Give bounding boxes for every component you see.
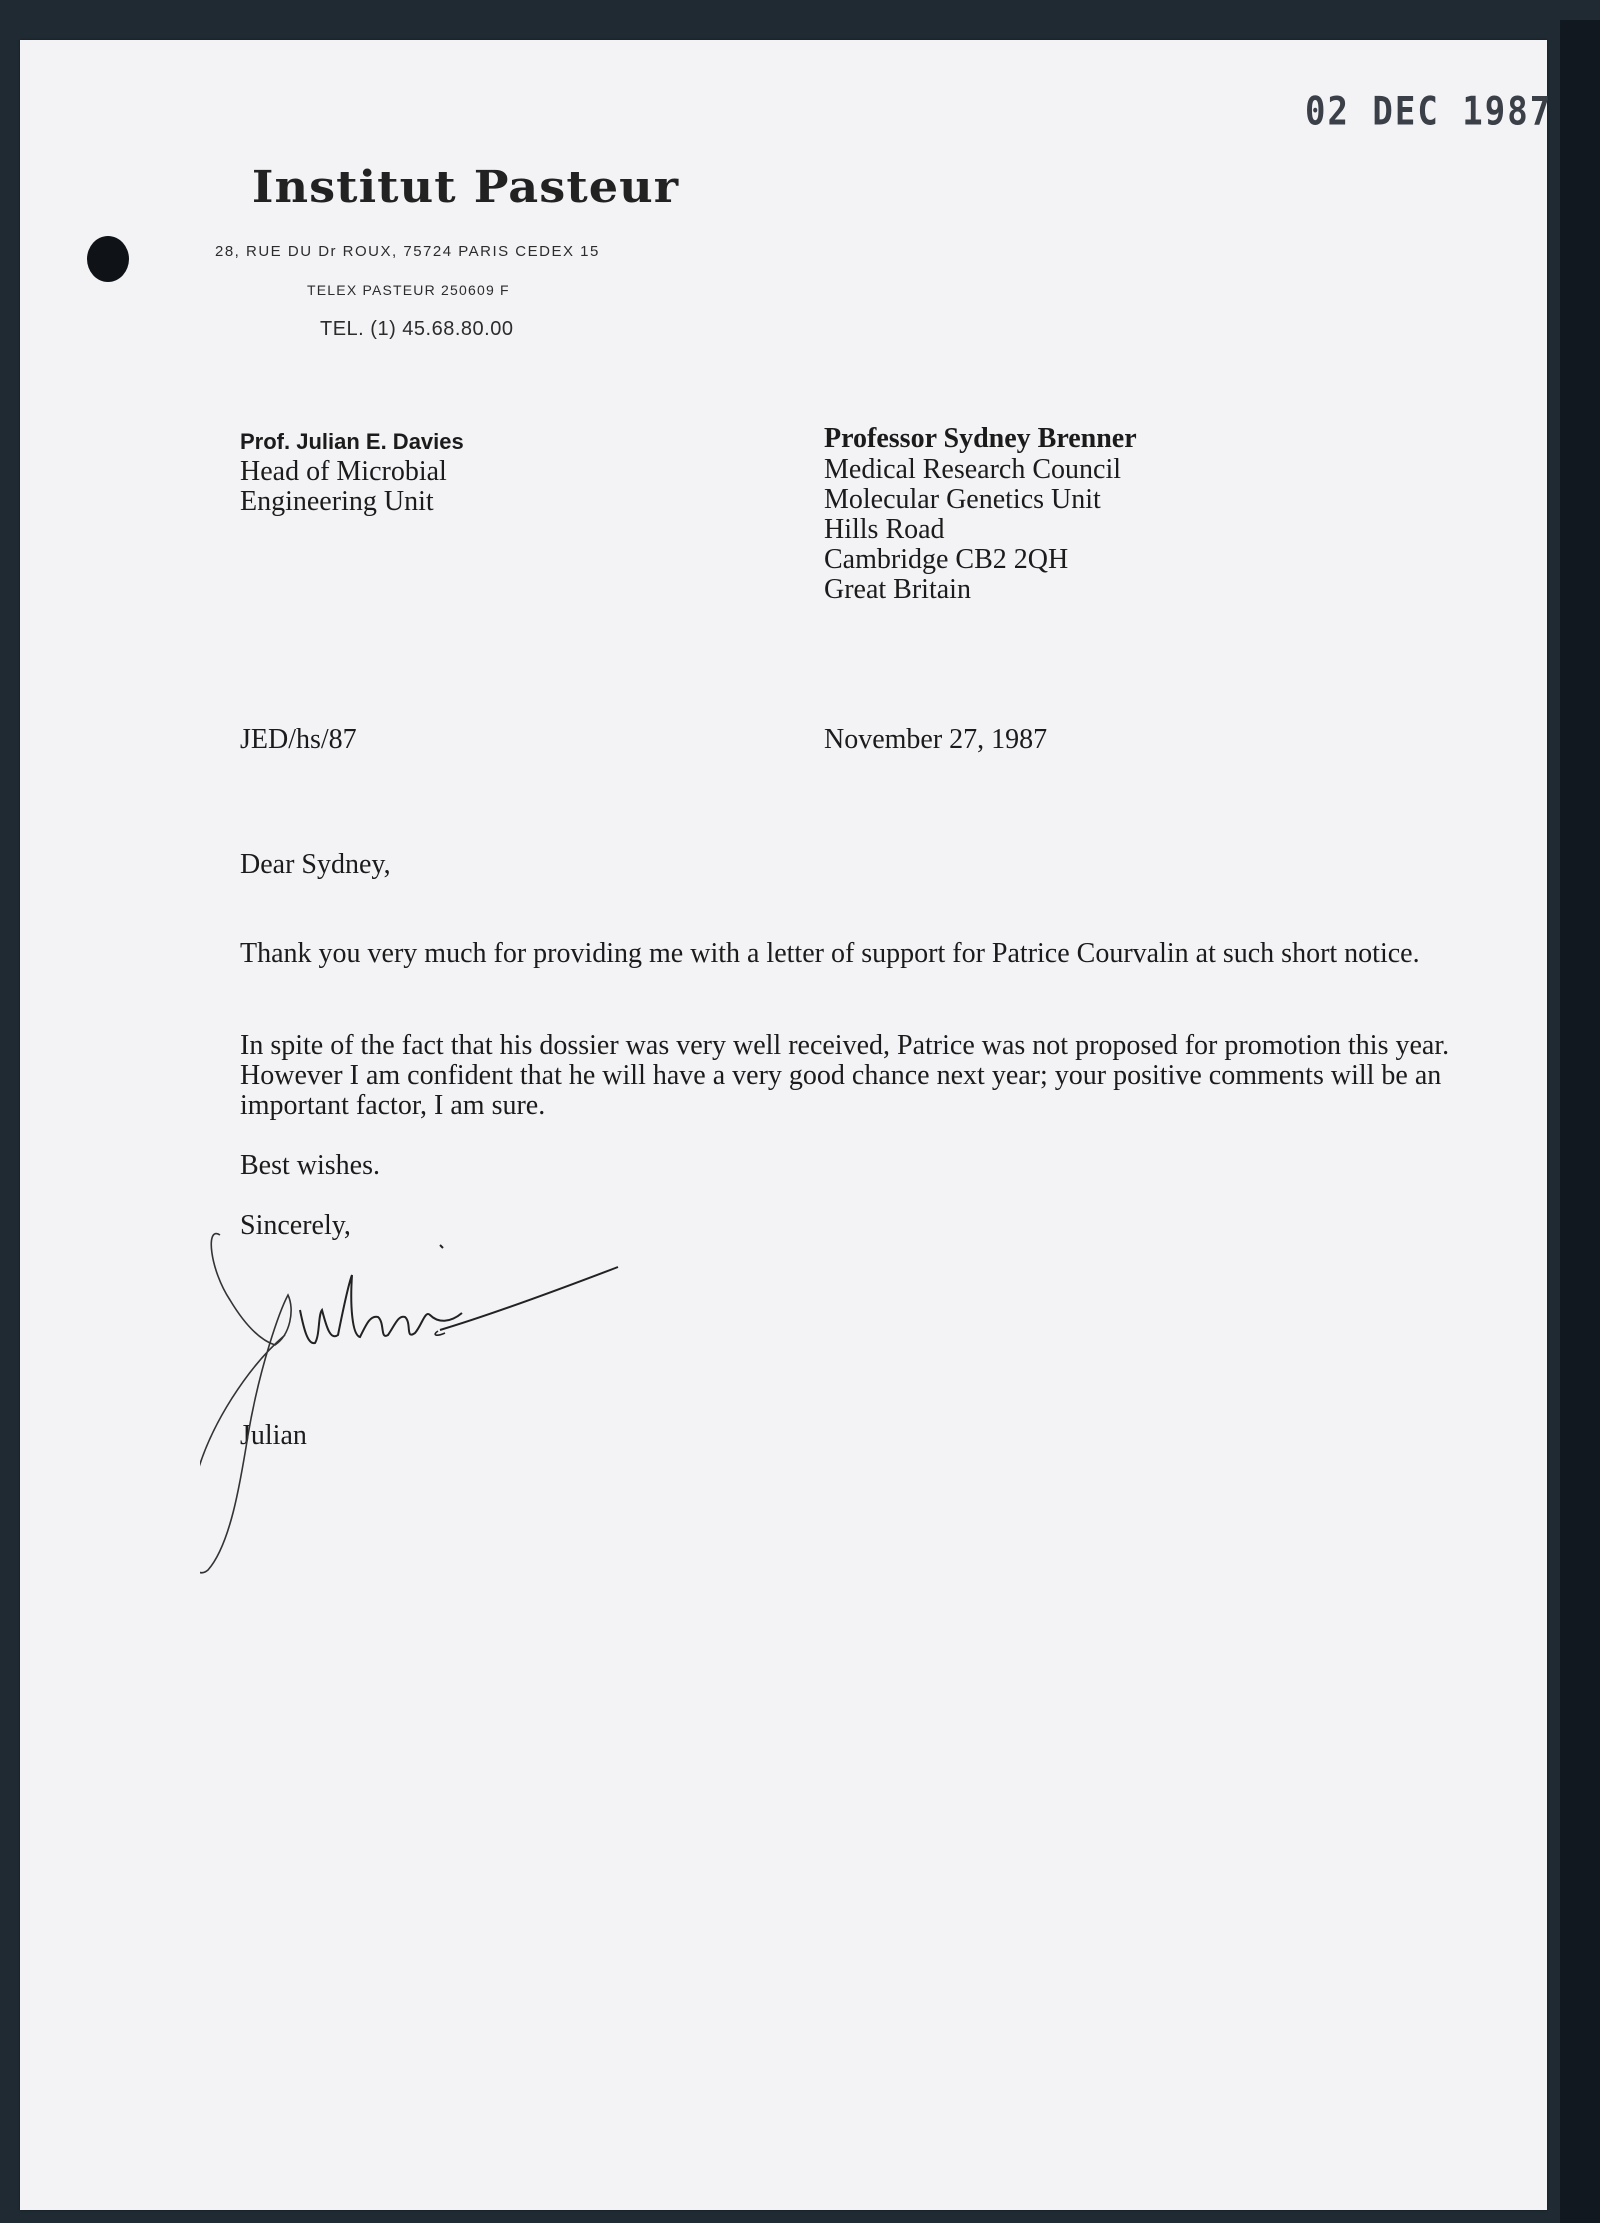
scan-background-strip <box>1560 20 1600 2223</box>
closing: Sincerely, <box>240 1210 351 1241</box>
best-wishes: Best wishes. <box>240 1150 380 1181</box>
letterhead-address: 28, RUE DU Dr ROUX, 75724 PARIS CEDEX 15 <box>215 243 600 260</box>
recipient-address-line: Molecular Genetics Unit <box>824 484 1101 515</box>
letterhead-telephone: TEL. (1) 45.68.80.00 <box>320 318 514 340</box>
institut-pasteur-logo: Institut Pasteur <box>251 162 680 213</box>
body-paragraph: In spite of the fact that his dossier was very well received, Patrice was not proposed for promotion this year. However I am confident that he will have a very good chance next year; your positive comments will be an important factor, I am sure. <box>240 1030 1450 1121</box>
sender-title-line: Head of Microbial <box>240 456 447 487</box>
letter-sheet <box>20 40 1547 2210</box>
letter-date: November 27, 1987 <box>824 724 1048 755</box>
punch-hole <box>87 236 129 282</box>
handwritten-signature <box>200 1215 640 1585</box>
reference-code: JED/hs/87 <box>240 724 357 755</box>
letterhead-telex: TELEX PASTEUR 250609 F <box>307 282 510 298</box>
recipient-address-line: Great Britain <box>824 574 971 605</box>
sender-name: Prof. Julian E. Davies <box>240 429 464 454</box>
received-date-stamp: 02 DEC 1987 <box>1305 89 1553 135</box>
recipient-block <box>824 423 1137 605</box>
signed-name: Julian <box>240 1420 307 1451</box>
sender-block <box>240 427 464 517</box>
salutation: Dear Sydney, <box>240 849 391 880</box>
recipient-name: Professor Sydney Brenner <box>824 423 1137 454</box>
recipient-address-line: Cambridge CB2 2QH <box>824 544 1069 575</box>
recipient-address-line: Medical Research Council <box>824 454 1122 485</box>
recipient-address-line: Hills Road <box>824 514 945 545</box>
sender-title-line: Engineering Unit <box>240 486 434 517</box>
body-paragraph: Thank you very much for providing me with a letter of support for Patrice Courvalin at such short notice. <box>240 938 1420 969</box>
